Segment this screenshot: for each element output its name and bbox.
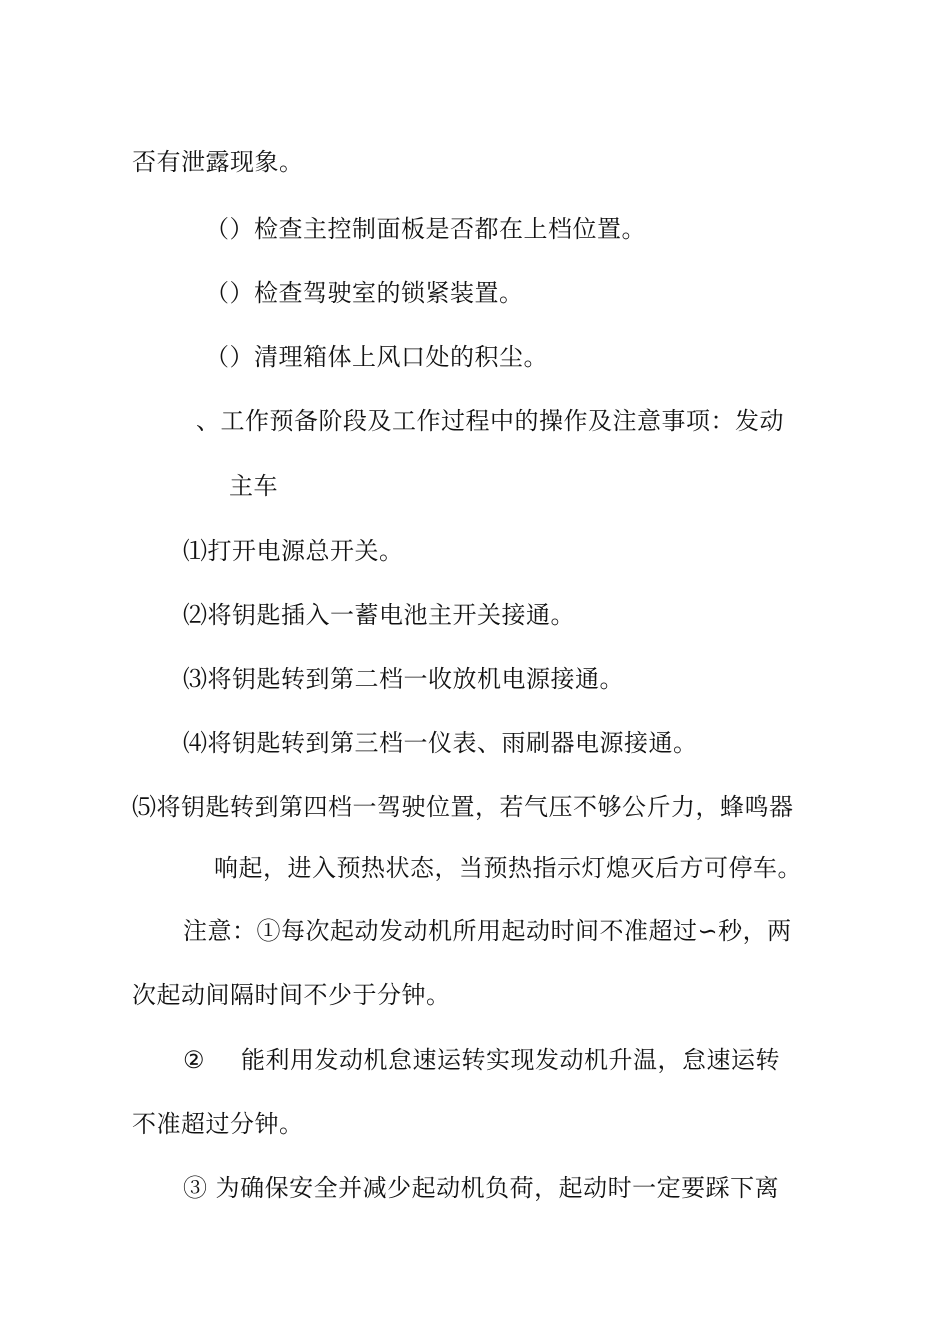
text-line-15-body: 能利用发动机怠速运转实现发动机升温，怠速运转 xyxy=(241,1046,781,1074)
text-line-13: 注意：①每次起动发动机所用起动时间不准超过∽秒，两 xyxy=(183,917,792,945)
text-line-15 xyxy=(183,1044,780,1076)
text-line-9: ⑶将钥匙转到第二档一收放机电源接通。 xyxy=(183,665,624,693)
text-line-2: （）检查主控制面板是否都在上档位置。 xyxy=(205,215,646,243)
text-line-3: （）检查驾驶室的锁紧装置。 xyxy=(205,279,524,307)
text-line-5: 、工作预备阶段及工作过程中的操作及注意事项：发动 xyxy=(196,407,784,435)
text-line-11: ⑸将钥匙转到第四档一驾驶位置，若气压不够公斤力，蜂鸣器 xyxy=(132,793,794,821)
text-line-10: ⑷将钥匙转到第三档一仪表、雨刷器电源接通。 xyxy=(183,729,698,757)
text-line-7: ⑴打开电源总开关。 xyxy=(183,537,404,565)
circled-number-two: ② xyxy=(183,1046,206,1074)
text-line-6: 主车 xyxy=(229,472,278,500)
text-line-16: 不准超过分钟。 xyxy=(132,1110,304,1138)
text-line-17: ③ 为确保安全并减少起动机负荷，起动时一定要踩下离 xyxy=(183,1174,780,1202)
text-line-12: 响起，进入预热状态，当预热指示灯熄灭后方可停车。 xyxy=(214,854,802,882)
text-line-1: 否有泄露现象。 xyxy=(132,148,304,176)
text-line-8: ⑵将钥匙插入一蓄电池主开关接通。 xyxy=(183,601,575,629)
text-line-4: （）清理箱体上风口处的积尘。 xyxy=(205,343,548,371)
text-line-14: 次起动间隔时间不少于分钟。 xyxy=(132,981,451,1009)
